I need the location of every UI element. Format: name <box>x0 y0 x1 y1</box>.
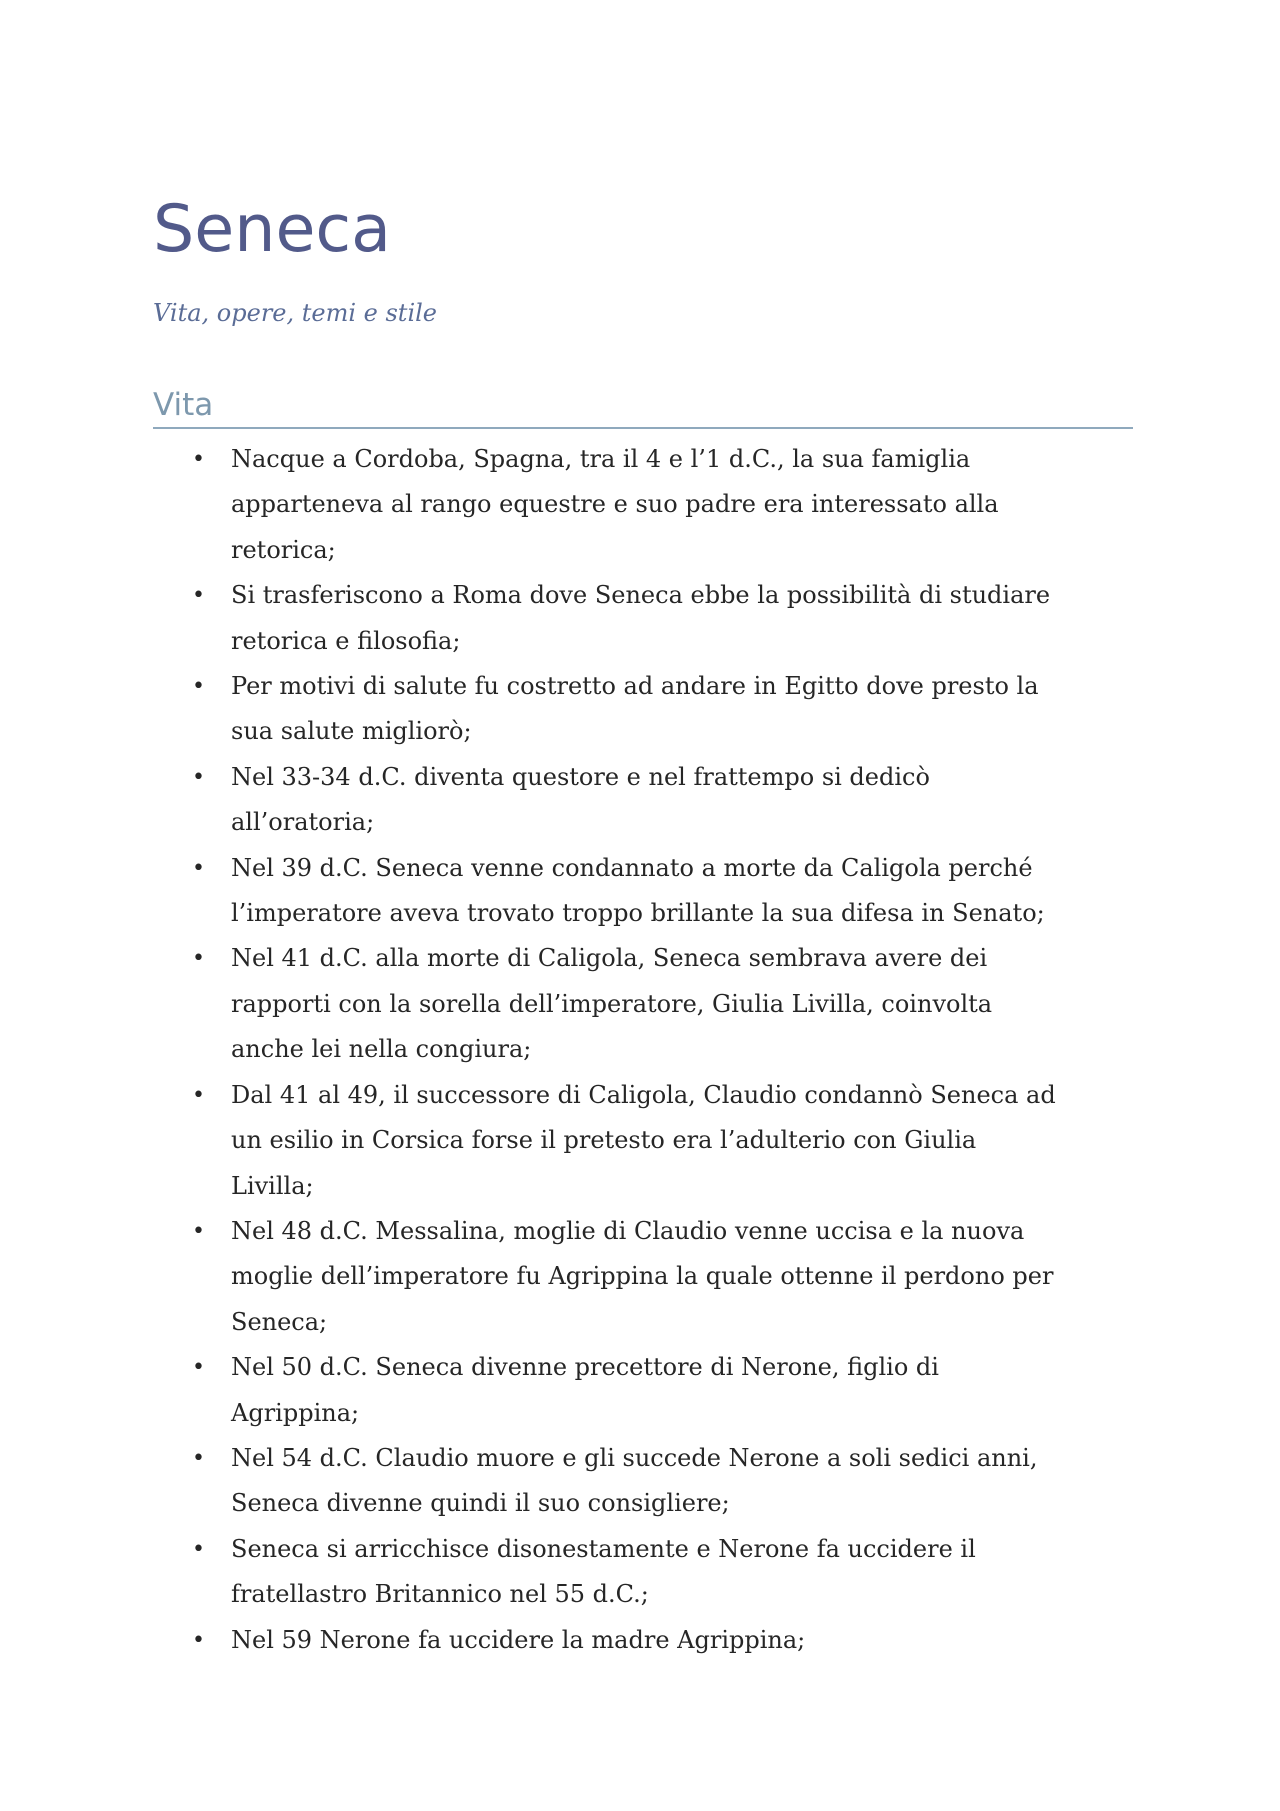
list-item-text-line: Livilla; <box>231 1171 314 1200</box>
list-item-text-line: Seneca si arricchisce disonestamente e Nerone fa uccidere il <box>231 1534 976 1563</box>
list-item-text-line: Per motivi di salute fu costretto ad andare in Egitto dove presto la <box>231 672 1039 701</box>
list-item-text-line: Agrippina; <box>231 1398 360 1427</box>
list-item-text-line: apparteneva al rango equestre e suo padre era interessato alla <box>231 490 999 519</box>
list-item <box>153 573 1133 664</box>
list-item-text-line: Nel 50 d.C. Seneca divenne precettore di Nerone, figlio di <box>231 1353 939 1382</box>
list-item <box>153 664 1133 755</box>
list-item-text-line: Nel 39 d.C. Seneca venne condannato a morte da Caligola perché <box>231 853 1033 882</box>
list-item-text-line: Nacque a Cordoba, Spagna, tra il 4 e l’1 d.C., la sua famiglia <box>231 445 971 473</box>
list-item-text-line: rapporti con la sorella dell’imperatore, Giulia Livilla, coinvolta <box>231 989 993 1018</box>
bullet-icon: • <box>192 1536 205 1562</box>
list-item-text-line: fratellastro Britannico nel 55 d.C.; <box>231 1580 649 1609</box>
list-item-text-line: Dal 41 al 49, il successore di Caligola, Claudio condannò Seneca ad <box>231 1080 1056 1109</box>
list-item <box>153 846 1133 937</box>
bullet-icon: • <box>192 1355 205 1381</box>
list-item-text-line: retorica; <box>231 535 336 564</box>
bullet-icon: • <box>192 1627 205 1653</box>
list-item-text-line: Nel 54 d.C. Claudio muore e gli succede Nerone a soli sedici anni, <box>231 1443 1038 1472</box>
list-item-text-line: retorica e filosofia; <box>231 626 461 655</box>
list-item-text-line: Seneca; <box>231 1307 328 1336</box>
list-item <box>153 755 1133 846</box>
list-item-text-line: Nel 48 d.C. Messalina, moglie di Claudio venne uccisa e la nuova <box>231 1216 1025 1245</box>
bullet-icon: • <box>192 447 205 472</box>
bullet-icon: • <box>192 674 205 700</box>
bullet-icon: • <box>192 764 205 790</box>
list-item-text-line: anche lei nella congiura; <box>231 1035 532 1064</box>
bullet-icon: • <box>192 946 205 972</box>
list-item-text-line: Si trasferiscono a Roma dove Seneca ebbe la possibilità di studiare <box>231 581 1051 610</box>
list-item <box>153 936 1133 1072</box>
list-item-text-line: sua salute migliorò; <box>231 717 472 746</box>
bullet-icon: • <box>192 1445 205 1471</box>
bullet-icon: • <box>192 583 205 609</box>
list-item-text-line: moglie dell’imperatore fu Agrippina la quale ottenne il perdono per <box>231 1262 1054 1291</box>
list-item <box>153 1436 1133 1527</box>
document-title: Seneca <box>153 192 392 267</box>
list-item-text-line: all’oratoria; <box>231 808 375 837</box>
section-heading-vita: Vita <box>153 387 214 423</box>
list-item-text-line: Nel 41 d.C. alla morte di Caligola, Seneca sembrava avere dei <box>231 944 988 973</box>
bullet-icon: • <box>192 855 205 881</box>
list-item <box>153 1527 1133 1618</box>
list-item-text-line: un esilio in Corsica forse il pretesto era l’adulterio con Giulia <box>231 1126 977 1155</box>
section-divider <box>153 427 1133 429</box>
document-subtitle: Vita, opere, temi e stile <box>153 299 438 327</box>
list-item <box>153 1209 1133 1345</box>
list-item <box>153 437 1133 573</box>
bullet-list <box>153 437 1133 1663</box>
list-item <box>153 1073 1133 1209</box>
list-item <box>153 1618 1133 1663</box>
list-item-text-line: Nel 59 Nerone fa uccidere la madre Agrippina; <box>231 1625 806 1654</box>
list-item-text-line: Seneca divenne quindi il suo consigliere; <box>231 1489 730 1518</box>
bullet-icon: • <box>192 1082 205 1108</box>
list-item-text-line: l’imperatore aveva trovato troppo brillante la sua difesa in Senato; <box>231 899 1045 928</box>
bullet-icon: • <box>192 1218 205 1244</box>
list-item-text-line: Nel 33-34 d.C. diventa questore e nel frattempo si dedicò <box>231 762 930 791</box>
list-item <box>153 1345 1133 1436</box>
